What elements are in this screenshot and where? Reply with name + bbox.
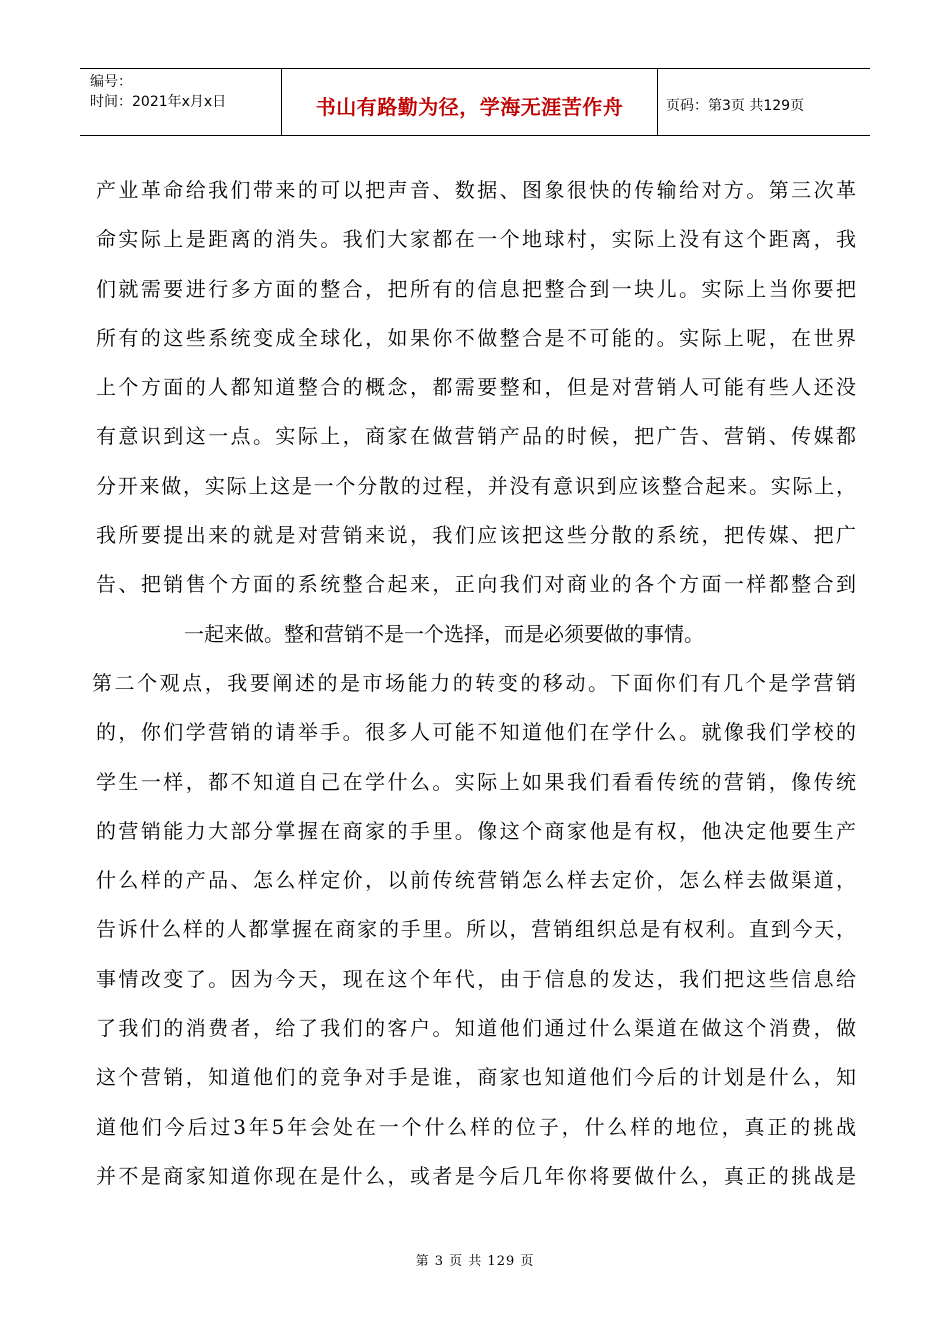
body-line: 上个方面的人都知道整合的概念，都需要整和，但是对营销人可能有些人还没 <box>96 375 856 400</box>
body-line: 命实际上是距离的消失。我们大家都在一个地球村，实际上没有这个距离，我 <box>96 227 856 252</box>
body-line: 什么样的产品、怎么样定价，以前传统营销怎么样去定价，怎么样去做渠道， <box>96 868 856 893</box>
body-line: 一起来做。整和营销不是一个选择，而是必须要做的事情。 <box>184 621 704 646</box>
header-page-info: 页码：第3页 共129页 <box>666 98 805 114</box>
page-header <box>80 68 870 136</box>
body-line: 告、把销售个方面的系统整合起来，正向我们对商业的各个方面一样都整合到 <box>96 572 856 597</box>
body-line: 这个营销，知道他们的竞争对手是谁，商家也知道他们今后的计划是什么，知 <box>96 1065 856 1090</box>
body-line: 们就需要进行多方面的整合，把所有的信息把整合到一块儿。实际上当你要把 <box>96 276 856 301</box>
body-line: 第二个观点，我要阐述的是市场能力的转变的移动。下面你们有几个是学营销 <box>92 670 856 695</box>
body-line: 事情改变了。因为今天，现在这个年代，由于信息的发达，我们把这些信息给 <box>96 966 856 991</box>
header-page-cell <box>658 69 870 135</box>
body-line: 了我们的消费者，给了我们的客户。知道他们通过什么渠道在做这个消费，做 <box>96 1016 856 1041</box>
header-motto-cell <box>282 69 658 135</box>
page-footer <box>0 1250 950 1269</box>
header-meta-cell <box>80 69 282 135</box>
body-line: 产业革命给我们带来的可以把声音、数据、图象很快的传输给对方。第三次革 <box>96 178 856 202</box>
body-line: 并不是商家知道你现在是什么，或者是今后几年你将要做什么，真正的挑战是 <box>96 1163 856 1188</box>
document-number-label: 编号： <box>90 74 132 90</box>
body-line: 我所要提出来的就是对营销来说，我们应该把这些分散的系统，把传媒、把广 <box>96 523 856 548</box>
document-body <box>92 166 856 1201</box>
body-line: 所有的这些系统变成全球化，如果你不做整合是不可能的。实际上呢，在世界 <box>96 325 856 350</box>
document-time-label: 时间：2021年x月x日 <box>90 94 227 110</box>
body-line: 的，你们学营销的请举手。很多人可能不知道他们在学什么。就像我们学校的 <box>96 720 856 745</box>
body-line: 分开来做，实际上这是一个分散的过程，并没有意识到应该整合起来。实际上， <box>96 473 856 498</box>
body-line: 学生一样，都不知道自己在学什么。实际上如果我们看看传统的营销，像传统 <box>96 769 856 794</box>
body-line: 道他们今后过3年5年会处在一个什么样的位子，什么样的地位，真正的挑战 <box>96 1114 856 1139</box>
footer-page-number: 第 3 页 共 129 页 <box>415 1254 535 1269</box>
body-line: 告诉什么样的人都掌握在商家的手里。所以，营销组织总是有权利。直到今天， <box>96 917 856 942</box>
body-line: 有意识到这一点。实际上，商家在做营销产品的时候，把广告、营销、传媒都 <box>96 424 856 449</box>
body-line: 的营销能力大部分掌握在商家的手里。像这个商家他是有权，他决定他要生产 <box>96 818 856 843</box>
header-motto: 书山有路勤为径，学海无涯苦作舟 <box>315 94 624 119</box>
